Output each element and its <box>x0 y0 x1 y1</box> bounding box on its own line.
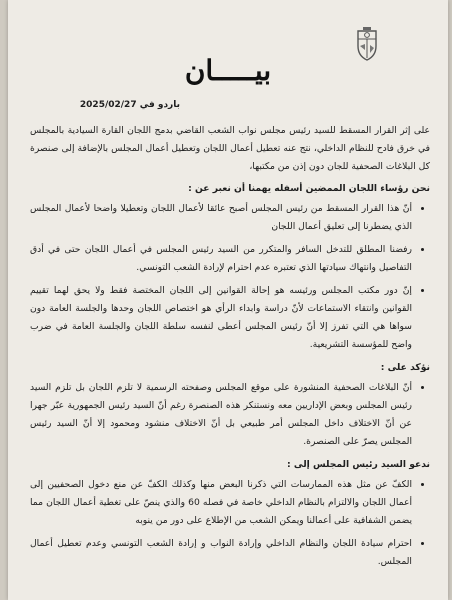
section-heading: ندعو السيد رئيس المجلس إلى : <box>287 459 430 470</box>
document-date: باردو في 2025/02/27 <box>79 100 180 110</box>
section-list <box>30 200 430 354</box>
list-item: • إنّ دور مكتب المجلس ورئيسه هو إحالة القوانين إلى اللجان المختصة فقط ولا يحق لهما تقييم القوانين وانتقاء الاستماعات لأنّ دراسة وابداء الرأي هو اختصاص اللجان وحدها والجلسة العامة دون سواها هي التي تفرز إلا أنّ رئيس المجلس أعطى لنفسه سلطة اللجان والجلسة العامة في ضرب واضح للمؤسسة التشريعية. <box>30 282 412 354</box>
section-list <box>30 379 430 451</box>
section-list <box>30 476 430 571</box>
document-title: بيـــــان <box>184 54 272 87</box>
section-heading: نحن رؤساء اللجان الممضين أسفله يهمنا أن نعبر عن : <box>188 183 430 194</box>
list-item: • رفضنا المطلق للتدخل السافر والمتكرر من السيد رئيس المجلس في أعمال اللجان حتى في أدق التفاصيل وانتهاك سيادتها الذي تعتبره عدم احترام لإرادة الشعب التونسي. <box>30 241 412 277</box>
document-page <box>8 0 448 600</box>
section-heading: نؤكد على : <box>380 362 430 373</box>
list-item: • أنّ هذا القرار المسقط من رئيس المجلس أصبح عائقا لأعمال اللجان وتعطيلا واضحا لأعمال المجلس الذي يضطرنا إلى تعليق أعمال اللجان <box>30 200 412 236</box>
list-item: • الكفّ عن مثل هذه الممارسات التي ذكرنا البعض منها وكذلك الكفّ عن منع دخول الصحفيين إلى أعمال اللجان والالتزام بالنظام الداخلي خاصة في فصله 60 والذي ينصّ على تغطية أعمال اللجان مما يضمن الشفافية على أعمالنا ويمكن الشعب من الإطلاع على دور من ينوبه <box>30 476 412 530</box>
list-item: • أنّ البلاغات الصحفية المنشورة على موقع المجلس وصفحته الرسمية لا تلزم اللجان بل تلزم السيد رئيس المجلس وبعض الإداريين معه ونستنكر هذه الصنصرة رغم أنّ السيد رئيس الجمهورية عبّر جهرا عن أنّ الاختلاف داخل المجلس أمر طبيعي بل أنّ الاختلاف منشود ومحمود إلا أنّ السيد رئيس المجلس يصرّ على الصنصرة. <box>30 379 412 451</box>
intro-paragraph: على إثر القرار المسقط للسيد رئيس مجلس نواب الشعب القاضي بدمج اللجان القارة السيادية بالمجلس في خرق فادح للنظام الداخلي، نتج عنه تعطيل أعمال اللجان وتعطيل أعمال المجلس بالإضافة إلى صنصرة كل البلاغات الصحفية للجان دون إذن من مكتبها، <box>30 125 430 172</box>
list-item: • احترام سيادة اللجان والنظام الداخلي وإرادة النواب و إرادة الشعب التونسي وعدم تعطيل أعمال المجلس. <box>30 535 412 571</box>
document-body <box>30 122 430 576</box>
